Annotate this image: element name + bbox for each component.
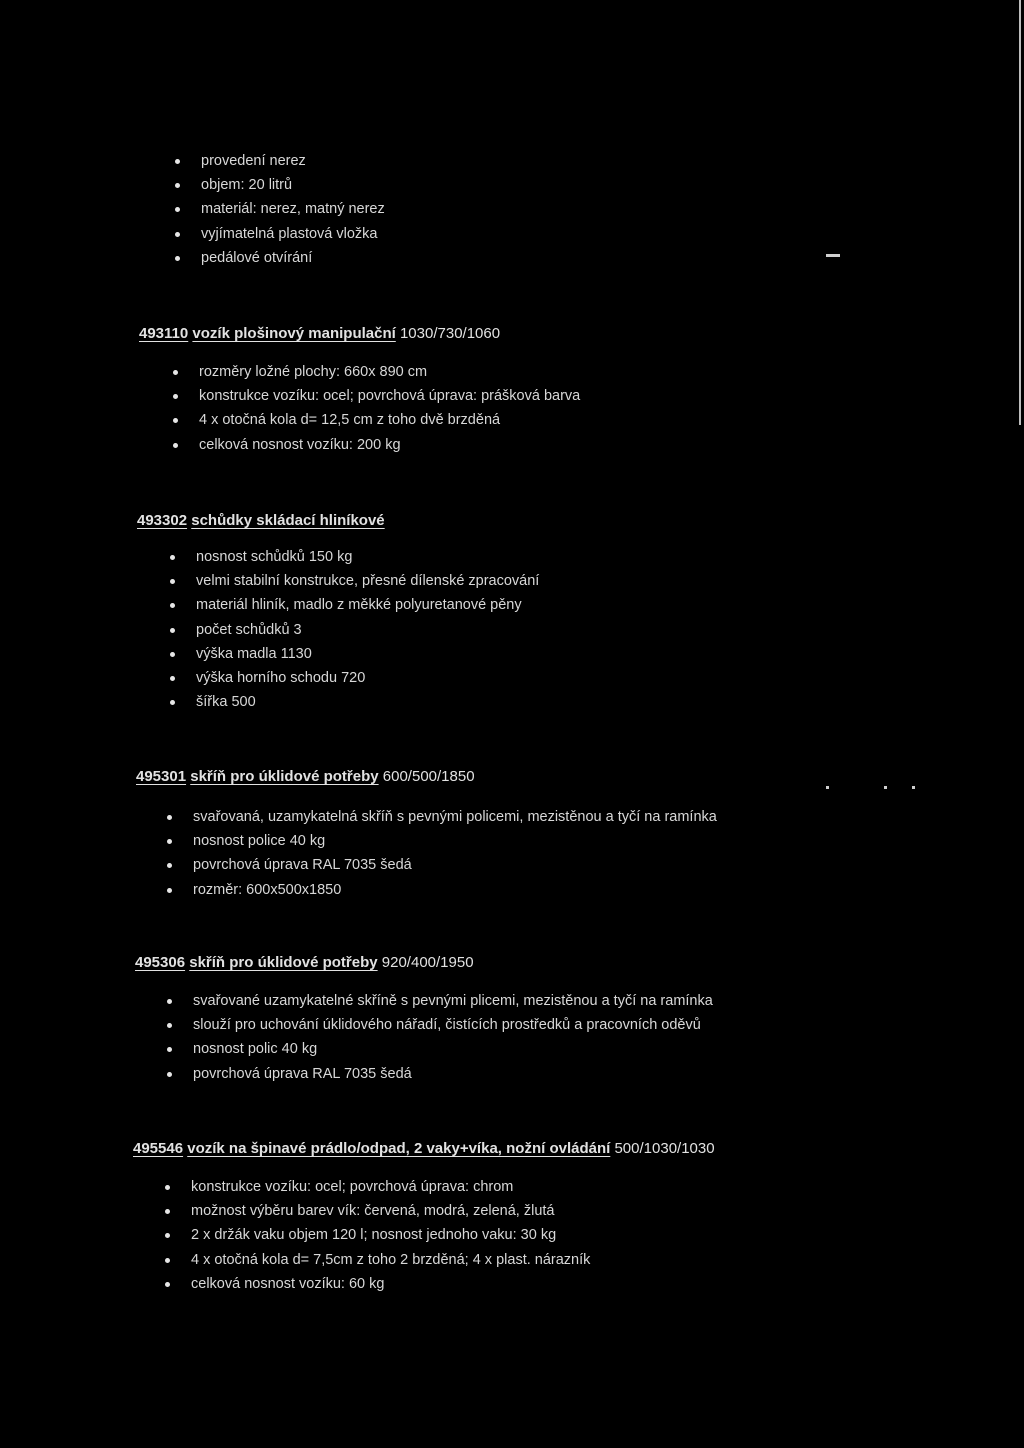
bullet-icon xyxy=(173,418,178,423)
list-item: povrchová úprava RAL 7035 šedá xyxy=(193,853,717,877)
list-item: rozměr: 600x500x1850 xyxy=(193,878,717,902)
list-item: rozměry ložné plochy: 660x 890 cm xyxy=(199,360,580,384)
intro-bullet-list xyxy=(201,149,385,270)
product-dimensions: 500/1030/1030 xyxy=(614,1140,715,1157)
bullet-icon xyxy=(170,628,175,633)
list-item: nosnost polic 40 kg xyxy=(193,1037,713,1061)
product-code: 495301 xyxy=(136,768,187,785)
bullet-icon xyxy=(173,394,178,399)
list-item: výška horního schodu 720 xyxy=(196,666,539,690)
product-name: vozík plošinový manipulační xyxy=(192,325,396,342)
list-item: povrchová úprava RAL 7035 šedá xyxy=(193,1062,713,1086)
section-heading xyxy=(136,767,475,787)
section-heading xyxy=(137,511,385,531)
scan-dot xyxy=(884,786,887,789)
product-code: 495306 xyxy=(135,954,186,971)
bullet-icon xyxy=(167,815,172,820)
bullet-icon xyxy=(170,555,175,560)
list-item: konstrukce vozíku: ocel; povrchová úprava: prášková barva xyxy=(199,384,580,408)
bullet-icon xyxy=(165,1185,170,1190)
bullet-icon xyxy=(173,370,178,375)
list-item: nosnost police 40 kg xyxy=(193,829,717,853)
list-item: 2 x držák vaku objem 120 l; nosnost jednoho vaku: 30 kg xyxy=(191,1223,590,1247)
section-bullet-list xyxy=(191,1175,590,1296)
list-item: šířka 500 xyxy=(196,690,539,714)
bullet-icon xyxy=(175,183,180,188)
section-heading xyxy=(139,324,500,344)
scan-dot xyxy=(826,786,829,789)
bullet-icon xyxy=(170,652,175,657)
list-item: pedálové otvírání xyxy=(201,246,385,270)
list-item: provedení nerez xyxy=(201,149,385,173)
bullet-icon xyxy=(167,1072,172,1077)
list-item: nosnost schůdků 150 kg xyxy=(196,545,539,569)
section-bullet-list xyxy=(196,545,539,714)
bullet-icon xyxy=(175,256,180,261)
list-item: výška madla 1130 xyxy=(196,642,539,666)
list-item: materiál hliník, madlo z měkké polyuretanové pěny xyxy=(196,593,539,617)
scan-edge-line xyxy=(1019,0,1021,425)
bullet-icon xyxy=(167,1047,172,1052)
list-item: konstrukce vozíku: ocel; povrchová úprava: chrom xyxy=(191,1175,590,1199)
product-code: 495546 xyxy=(133,1140,184,1157)
list-item: slouží pro uchování úklidového nářadí, čistících prostředků a pracovních oděvů xyxy=(193,1013,713,1037)
list-item: počet schůdků 3 xyxy=(196,618,539,642)
bullet-icon xyxy=(175,232,180,237)
bullet-icon xyxy=(173,443,178,448)
bullet-icon xyxy=(175,159,180,164)
product-dimensions: 920/400/1950 xyxy=(381,954,474,971)
list-item: celková nosnost vozíku: 60 kg xyxy=(191,1272,590,1296)
bullet-icon xyxy=(175,207,180,212)
section-bullet-list xyxy=(193,989,713,1086)
product-dimensions: 600/500/1850 xyxy=(382,768,475,785)
bullet-icon xyxy=(167,888,172,893)
product-name: skříň pro úklidové potřeby xyxy=(190,768,379,785)
bullet-icon xyxy=(167,999,172,1004)
product-code: 493302 xyxy=(137,512,188,529)
bullet-icon xyxy=(167,839,172,844)
product-name: schůdky skládací hliníkové xyxy=(191,512,385,529)
list-item: vyjímatelná plastová vložka xyxy=(201,222,385,246)
bullet-icon xyxy=(165,1282,170,1287)
section-bullet-list xyxy=(199,360,580,457)
product-dimensions: 1030/730/1060 xyxy=(399,325,501,342)
list-item: velmi stabilní konstrukce, přesné dílenské zpracování xyxy=(196,569,539,593)
bullet-icon xyxy=(165,1258,170,1263)
bullet-icon xyxy=(167,863,172,868)
section-heading xyxy=(133,1139,715,1159)
product-name: vozík na špinavé prádlo/odpad, 2 vaky+víka, nožní ovládání xyxy=(187,1140,611,1157)
scan-mark xyxy=(826,254,840,257)
section-bullet-list xyxy=(193,805,717,902)
bullet-icon xyxy=(165,1209,170,1214)
list-item: materiál: nerez, matný nerez xyxy=(201,197,385,221)
bullet-icon xyxy=(170,700,175,705)
list-item: svařované uzamykatelné skříně s pevnými plicemi, mezistěnou a tyčí na ramínka xyxy=(193,989,713,1013)
list-item: 4 x otočná kola d= 12,5 cm z toho dvě brzděná xyxy=(199,408,580,432)
product-code: 493110 xyxy=(139,325,189,342)
section-heading xyxy=(135,953,474,973)
list-item: svařovaná, uzamykatelná skříň s pevnými policemi, mezistěnou a tyčí na ramínka xyxy=(193,805,717,829)
product-name: skříň pro úklidové potřeby xyxy=(189,954,378,971)
bullet-icon xyxy=(165,1233,170,1238)
bullet-icon xyxy=(170,676,175,681)
bullet-icon xyxy=(170,603,175,608)
list-item: 4 x otočná kola d= 7,5cm z toho 2 brzděná; 4 x plast. nárazník xyxy=(191,1248,590,1272)
bullet-icon xyxy=(167,1023,172,1028)
scan-dot xyxy=(912,786,915,789)
list-item: objem: 20 litrů xyxy=(201,173,385,197)
list-item: celková nosnost vozíku: 200 kg xyxy=(199,433,580,457)
list-item: možnost výběru barev vík: červená, modrá, zelená, žlutá xyxy=(191,1199,590,1223)
bullet-icon xyxy=(170,579,175,584)
